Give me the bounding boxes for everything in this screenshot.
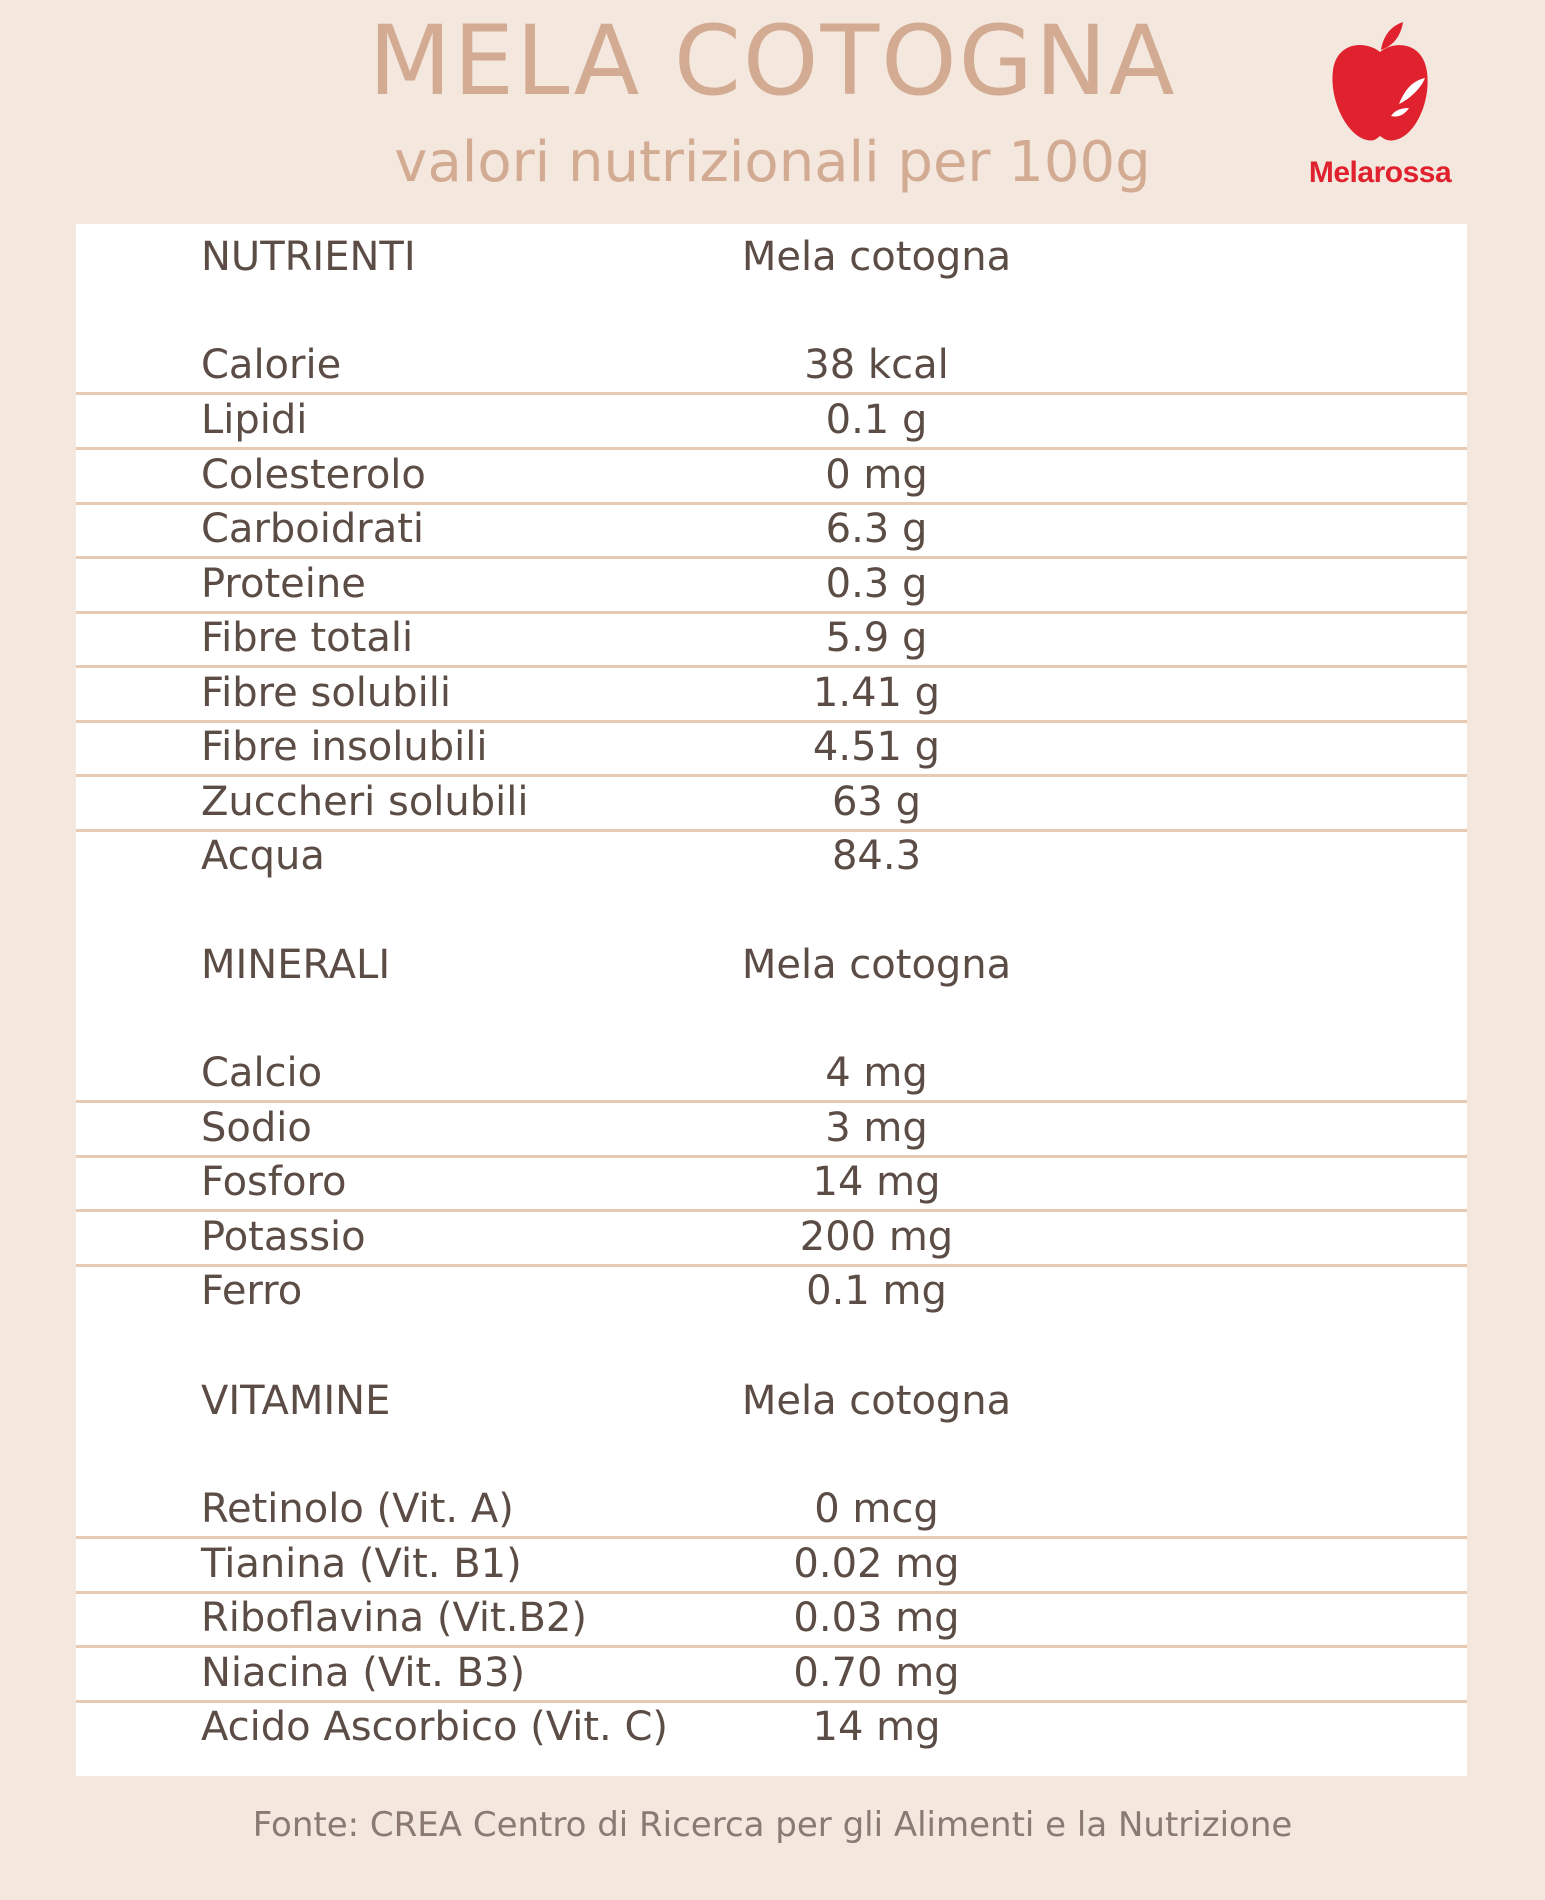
mineral-value: 200 mg <box>799 1214 954 1260</box>
nutrient-name: Acqua <box>201 833 325 879</box>
mineral-value: 3 mg <box>825 1105 928 1151</box>
vitamin-name: Riboflavina (Vit.B2) <box>201 1595 587 1641</box>
nutrient-value: 1.41 g <box>812 670 941 716</box>
vitamin-value: 14 mg <box>812 1704 941 1750</box>
table-row <box>76 829 1467 883</box>
page-subtitle: valori nutrizionali per 100g <box>394 130 1151 195</box>
table-row <box>76 1482 1467 1539</box>
page-title: MELA COTOGNA <box>368 5 1177 117</box>
mineral-name: Potassio <box>201 1214 366 1260</box>
nutrient-name: Fibre solubili <box>201 670 451 716</box>
apple-icon <box>1325 18 1435 148</box>
table-row <box>76 502 1467 559</box>
vitamin-name: Niacina (Vit. B3) <box>201 1650 526 1696</box>
table-row <box>76 1101 1467 1158</box>
section-header-minerali <box>76 938 1467 992</box>
table-row <box>76 1646 1467 1703</box>
vitamin-name: Tianina (Vit. B1) <box>201 1541 522 1587</box>
mineral-value: 0.1 mg <box>806 1268 947 1314</box>
nutrient-name: Zuccheri solubili <box>201 779 529 825</box>
table-row <box>76 1537 1467 1594</box>
nutrient-value: 0.3 g <box>825 561 928 607</box>
section-title: NUTRIENTI <box>201 234 416 280</box>
table-row <box>76 338 1467 395</box>
nutrient-value: 0 mg <box>825 452 928 498</box>
nutrition-table <box>76 224 1467 1776</box>
mineral-name: Fosforo <box>201 1159 347 1205</box>
nutrient-value: 6.3 g <box>825 506 928 552</box>
table-row <box>76 666 1467 723</box>
section-title: MINERALI <box>201 942 391 988</box>
vitamin-value: 0.03 mg <box>793 1595 960 1641</box>
table-row <box>76 1700 1467 1754</box>
nutrient-name: Calorie <box>201 342 342 388</box>
table-row <box>76 393 1467 450</box>
mineral-name: Sodio <box>201 1105 312 1151</box>
vitamin-name: Retinolo (Vit. A) <box>201 1486 514 1532</box>
table-row <box>76 557 1467 614</box>
table-row <box>76 611 1467 668</box>
mineral-name: Ferro <box>201 1268 303 1314</box>
nutrient-name: Fibre insolubili <box>201 724 488 770</box>
column-header: Mela cotogna <box>741 1378 1012 1424</box>
table-row <box>76 1264 1467 1318</box>
mineral-value: 14 mg <box>812 1159 941 1205</box>
table-row <box>76 775 1467 832</box>
table-row <box>76 448 1467 505</box>
nutrient-value: 38 kcal <box>804 342 949 388</box>
table-row <box>76 1591 1467 1648</box>
nutrient-value: 4.51 g <box>812 724 941 770</box>
section-header-vitamine <box>76 1374 1467 1428</box>
table-row <box>76 1210 1467 1267</box>
mineral-value: 4 mg <box>825 1050 928 1096</box>
vitamin-value: 0.70 mg <box>793 1650 960 1696</box>
vitamin-value: 0.02 mg <box>793 1541 960 1587</box>
section-header-nutrienti <box>76 230 1467 284</box>
nutrient-name: Fibre totali <box>201 615 414 661</box>
brand-name: Melarossa <box>1308 156 1452 189</box>
nutrient-name: Lipidi <box>201 397 308 443</box>
column-header: Mela cotogna <box>741 234 1012 280</box>
nutrient-name: Proteine <box>201 561 366 607</box>
nutrient-value: 84.3 <box>831 833 922 879</box>
source-note: Fonte: CREA Centro di Ricerca per gli Alimenti e la Nutrizione <box>252 1805 1293 1845</box>
table-row <box>76 1155 1467 1212</box>
vitamin-value: 0 mcg <box>814 1486 939 1532</box>
table-row <box>76 720 1467 777</box>
brand-logo <box>1290 18 1470 198</box>
nutrient-value: 63 g <box>831 779 921 825</box>
nutrient-name: Colesterolo <box>201 452 426 498</box>
vitamin-name: Acido Ascorbico (Vit. C) <box>201 1704 668 1750</box>
column-header: Mela cotogna <box>741 942 1012 988</box>
section-title: VITAMINE <box>201 1378 391 1424</box>
table-row <box>76 1046 1467 1103</box>
nutrient-value: 0.1 g <box>825 397 928 443</box>
nutrient-value: 5.9 g <box>825 615 928 661</box>
mineral-name: Calcio <box>201 1050 323 1096</box>
nutrient-name: Carboidrati <box>201 506 425 552</box>
